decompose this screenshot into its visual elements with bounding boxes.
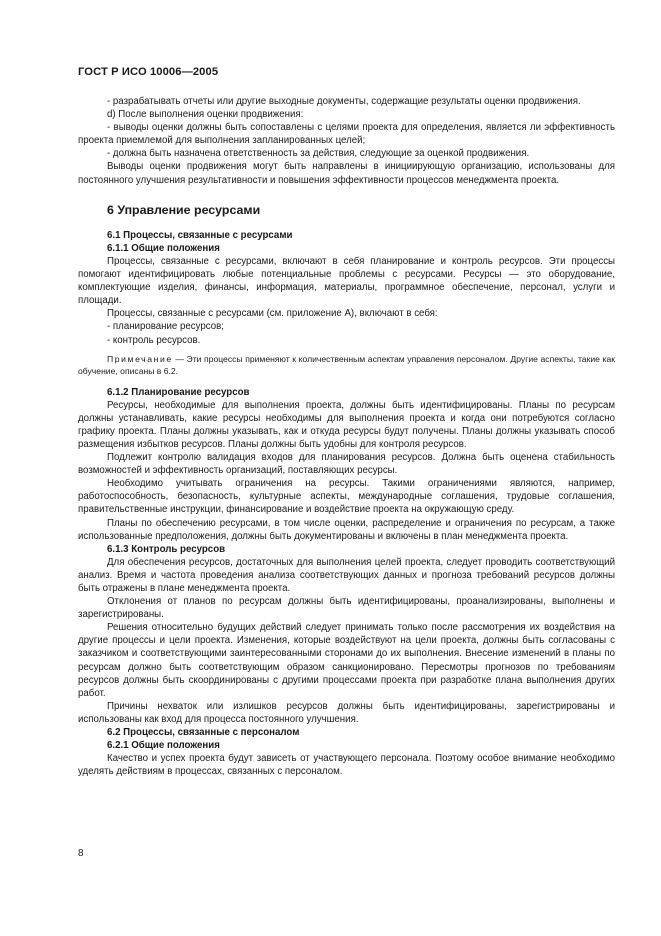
paragraph: Процессы, связанные с ресурсами, включают в себя планирование и контроль ресурсов. Эти процессы помогают идентифицировать любые потенциальные проблемы с ресурсами. Ресурсы — это оборудование, комплектующие изделия, финансы, информация, материалы, программное обеспечение, персонал, услуги и площади. [78,255,615,307]
paragraph: Причины нехваток или излишков ресурсов должны быть идентифицированы, зарегистрированы и использованы как вход для процесса постоянного улучшения. [78,700,615,725]
subsection-heading: 6.1.1 Общие положения [107,242,220,254]
subsection-heading: 6.2.1 Общие положения [107,740,220,752]
page-number: 8 [78,848,84,859]
section-heading: 6 Управление ресурсами [107,202,261,217]
paragraph: d) После выполнения оценки продвижения: [107,109,304,121]
paragraph: Качество и успех проекта будут зависеть от участвующего персонала. Поэтому особое внимание необходимо уделять действиям в процессах, связанных с персоналом. [78,753,615,778]
note-text: — Эти процессы применяют к количественным аспектам управления персоналом. Другие аспекты, такие как обучение, описаны в 6.2. [78,353,615,376]
paragraph: Отклонения от планов по ресурсам должны быть идентифицированы, проанализированы, выполнены и зарегистрированы. [78,596,615,621]
document-header: ГОСТ Р ИСО 10006—2005 [78,66,219,78]
subsection-heading: 6.1.3 Контроль ресурсов [107,543,226,555]
list-item: - планирование ресурсов; [107,321,224,333]
paragraph: - выводы оценки должны быть сопоставлены с целями проекта для определения, является ли эффективность проекта приемлемой для выполнения запланированных целей; [78,122,615,147]
note [78,353,615,377]
subsection-heading: 6.1.2 Планирование ресурсов [107,386,250,398]
paragraph: Необходимо учитывать ограничения на ресурсы. Такими ограничениями являются, например, работоспособность, безопасность, культурные аспекты, международные соглашения, трудовые соглашения, правительственные инструкции, финансирование и воздействие проекта на окружающую среду. [78,478,615,516]
list-item: - контроль ресурсов. [107,334,201,346]
paragraph: Планы по обеспечению ресурсами, в том числе оценки, распределение и ограничения по ресурсам, а также использованные предположения, должны быть документированы и включены в план менеджмента проекта. [78,517,615,542]
paragraph: Ресурсы, необходимые для выполнения проекта, должны быть идентифицированы. Планы по ресурсам должны устанавливать, какие ресурсы необходимы для выполнения проекта и когда они потребуются согласно графику проекта. Планы должны указывать, как и откуда ресурсы будут получены. Планы должны указывать способ размещения избытков ресурсов. Планы должны быть удобны для контроля ресурсов. [78,399,615,450]
paragraph: - разрабатывать отчеты или другие выходные документы, содержащие результаты оценки продвижения. [107,96,581,107]
paragraph: Подлежит контролю валидация входов для планирования ресурсов. Должна быть оценена стабильность возможностей и эффективность организаций, поставляющих ресурсы. [78,452,615,477]
subsection-heading: 6.1 Процессы, связанные с ресурсами [107,229,293,241]
note-label: Примечание [107,353,173,364]
paragraph: Процессы, связанные с ресурсами (см. приложение А), включают в себя: [107,308,438,320]
paragraph: Решения относительно будущих действий следует принимать только после рассмотрения их воздействия на другие процессы и цели проекта. Изменения, которые воздействуют на цели проекта, должны быть согласованы с заказчиком и соответствующими заинтересованными сторонами до их выполнения. Внесение изменений в планы по ресурсам должно быть соответствующим образом санкционировано. Пересмотры прогнозов по требованиям ресурсов должны быть скоординированы с другими процессами проекта при разработке плана выполнения других работ. [78,622,615,699]
document-body [78,95,615,778]
paragraph: Для обеспечения ресурсов, достаточных для выполнения целей проекта, следует проводить соответствующий анализ. Время и частота проведения анализа соответствующих данных и прогноза требований ресурсов должны быть отражены в плане менеджмента проекта. [78,556,615,594]
paragraph: Выводы оценки продвижения могут быть направлены в инициирующую организацию, использованы для постоянного улучшения результативности и повышения эффективности процессов менеджмента проекта. [78,161,615,186]
subsection-heading: 6.2 Процессы, связанные с персоналом [107,727,300,739]
paragraph: - должна быть назначена ответственность за действия, следующие за оценкой продвижения. [107,148,530,160]
